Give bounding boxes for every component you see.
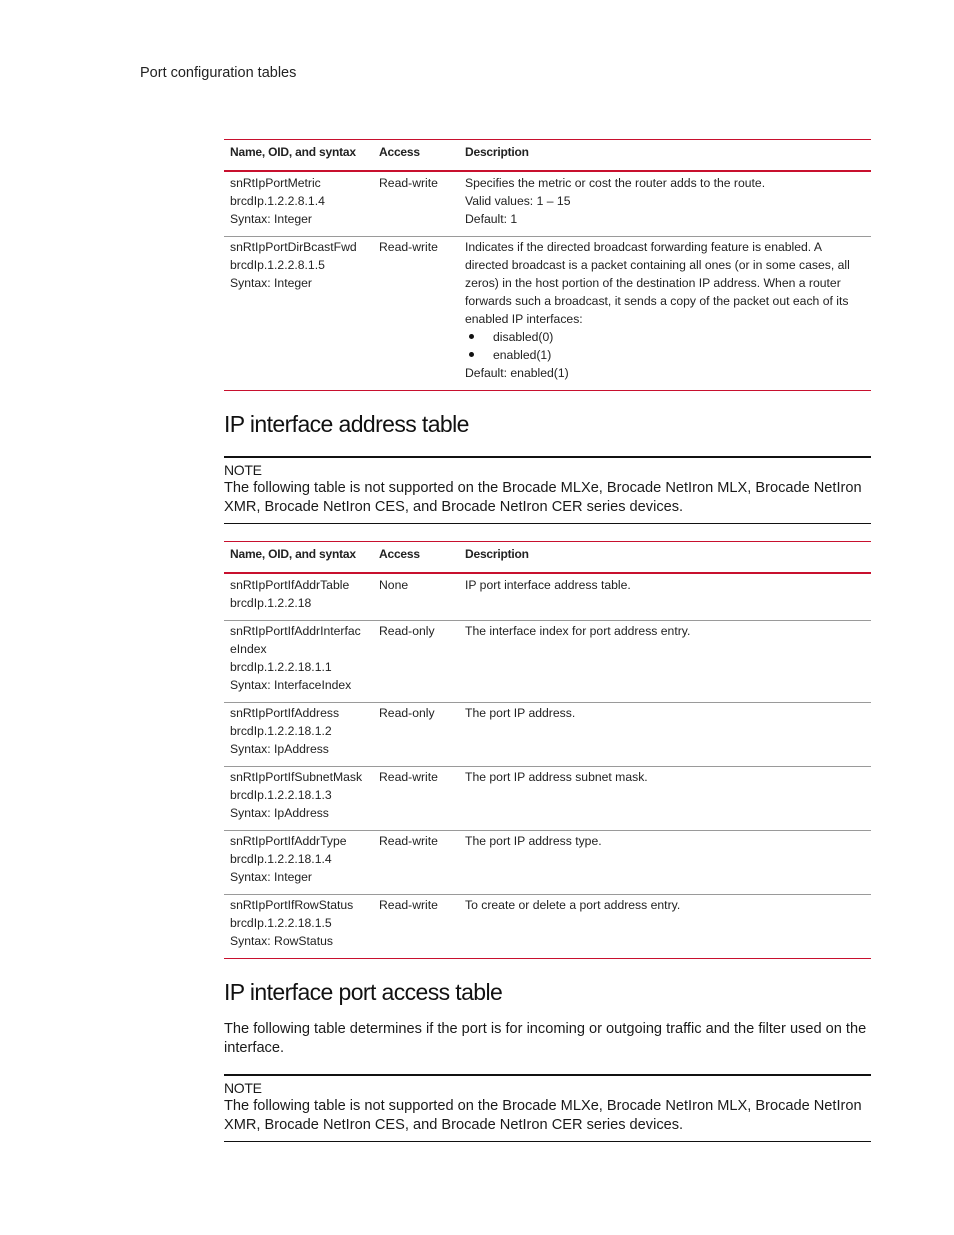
name-cell xyxy=(224,573,373,621)
table-row xyxy=(224,237,871,391)
note-text: The following table is not supported on the Brocade MLXe, Brocade NetIron MLX, Brocade NetIron XMR, Brocade NetIron CES, and Brocade NetIron CER series devices. xyxy=(224,1098,862,1133)
table-row xyxy=(224,171,871,237)
section-intro: The following table determines if the port is for incoming or outgoing traffic and the filter used on the interface. xyxy=(224,1021,867,1056)
port-config-table xyxy=(224,139,871,391)
description-cell: The port IP address subnet mask. xyxy=(459,767,871,831)
header-name: Name, OID, and syntax xyxy=(230,547,356,561)
name-cell xyxy=(224,621,373,703)
object-name: snRtIpPortIfAddrTable xyxy=(230,578,350,592)
description-values: Valid values: 1 – 15 xyxy=(465,194,571,208)
object-oid: brcdIp.1.2.2.8.1.5 xyxy=(230,258,325,272)
table-row xyxy=(224,767,871,831)
object-name: snRtIpPortMetric xyxy=(230,176,321,190)
note-label: NOTE xyxy=(224,462,262,478)
access-cell: Read-write xyxy=(373,831,459,895)
bullet-item: disabled(0) xyxy=(465,328,867,346)
header-access: Access xyxy=(379,145,420,159)
object-syntax: Syntax: IpAddress xyxy=(230,806,329,820)
description-cell: To create or delete a port address entry. xyxy=(459,895,871,959)
table-row xyxy=(224,621,871,703)
access-cell: Read-write xyxy=(373,237,459,391)
table-row xyxy=(224,703,871,767)
object-oid: brcdIp.1.2.2.18.1.1 xyxy=(230,660,332,674)
object-name: snRtIpPortDirBcastFwd xyxy=(230,240,357,254)
object-name: snRtIpPortIfAddress xyxy=(230,706,340,720)
object-oid: brcdIp.1.2.2.18 xyxy=(230,596,312,610)
ip-interface-address-table xyxy=(224,541,871,959)
note-box xyxy=(224,1074,871,1142)
name-cell xyxy=(224,171,373,237)
object-oid: brcdIp.1.2.2.8.1.4 xyxy=(230,194,325,208)
object-syntax: Syntax: Integer xyxy=(230,212,312,226)
name-cell xyxy=(224,767,373,831)
table-row xyxy=(224,831,871,895)
object-syntax: Syntax: IpAddress xyxy=(230,742,329,756)
name-cell xyxy=(224,703,373,767)
table-header-row xyxy=(224,140,871,172)
description-cell: The port IP address type. xyxy=(459,831,871,895)
bullet-item: enabled(1) xyxy=(465,346,867,364)
note-label: NOTE xyxy=(224,1080,262,1096)
name-cell xyxy=(224,237,373,391)
object-syntax: Syntax: Integer xyxy=(230,870,312,884)
access-cell: Read-write xyxy=(373,895,459,959)
description-text: Indicates if the directed broadcast forwarding feature is enabled. A directed broadcast is a packet containing all ones (or in some cases, all zeros) in the host portion of the destination IP address. When a router forwards such a broadcast, it sends a copy of the packet out each of its enabled IP interfaces: xyxy=(465,240,850,326)
object-syntax: Syntax: Integer xyxy=(230,276,312,290)
object-syntax: Syntax: InterfaceIndex xyxy=(230,678,352,692)
description-default: Default: enabled(1) xyxy=(465,366,569,380)
access-cell: Read-write xyxy=(373,767,459,831)
name-cell xyxy=(224,895,373,959)
access-cell: Read-only xyxy=(373,703,459,767)
header-description: Description xyxy=(465,547,529,561)
bullet-list xyxy=(465,328,867,364)
note-text: The following table is not supported on the Brocade MLXe, Brocade NetIron MLX, Brocade NetIron XMR, Brocade NetIron CES, and Brocade NetIron CER series devices. xyxy=(224,480,862,515)
page-content xyxy=(224,139,871,1142)
access-cell: Read-write xyxy=(373,171,459,237)
header-description: Description xyxy=(465,145,529,159)
table-row xyxy=(224,573,871,621)
object-name: snRtIpPortIfAddrInterfaceIndex xyxy=(230,624,361,656)
object-name: snRtIpPortIfRowStatus xyxy=(230,898,354,912)
table-header-row xyxy=(224,542,871,574)
header-access: Access xyxy=(379,547,420,561)
object-oid: brcdIp.1.2.2.18.1.2 xyxy=(230,724,332,738)
object-syntax: Syntax: RowStatus xyxy=(230,934,333,948)
description-cell xyxy=(459,171,871,237)
object-oid: brcdIp.1.2.2.18.1.3 xyxy=(230,788,332,802)
section-heading: IP interface address table xyxy=(224,411,469,437)
section-heading: IP interface port access table xyxy=(224,979,503,1005)
description-cell xyxy=(459,237,871,391)
description-cell: IP port interface address table. xyxy=(459,573,871,621)
access-cell: None xyxy=(373,573,459,621)
description-cell: The interface index for port address entry. xyxy=(459,621,871,703)
header-name: Name, OID, and syntax xyxy=(230,145,356,159)
object-name: snRtIpPortIfSubnetMask xyxy=(230,770,363,784)
description-cell: The port IP address. xyxy=(459,703,871,767)
access-cell: Read-only xyxy=(373,621,459,703)
description-default: Default: 1 xyxy=(465,212,518,226)
note-box xyxy=(224,456,871,524)
object-oid: brcdIp.1.2.2.18.1.4 xyxy=(230,852,332,866)
object-name: snRtIpPortIfAddrType xyxy=(230,834,347,848)
object-oid: brcdIp.1.2.2.18.1.5 xyxy=(230,916,332,930)
description-text: Specifies the metric or cost the router adds to the route. xyxy=(465,176,766,190)
running-head: Port configuration tables xyxy=(140,65,297,81)
name-cell xyxy=(224,831,373,895)
table-row xyxy=(224,895,871,959)
